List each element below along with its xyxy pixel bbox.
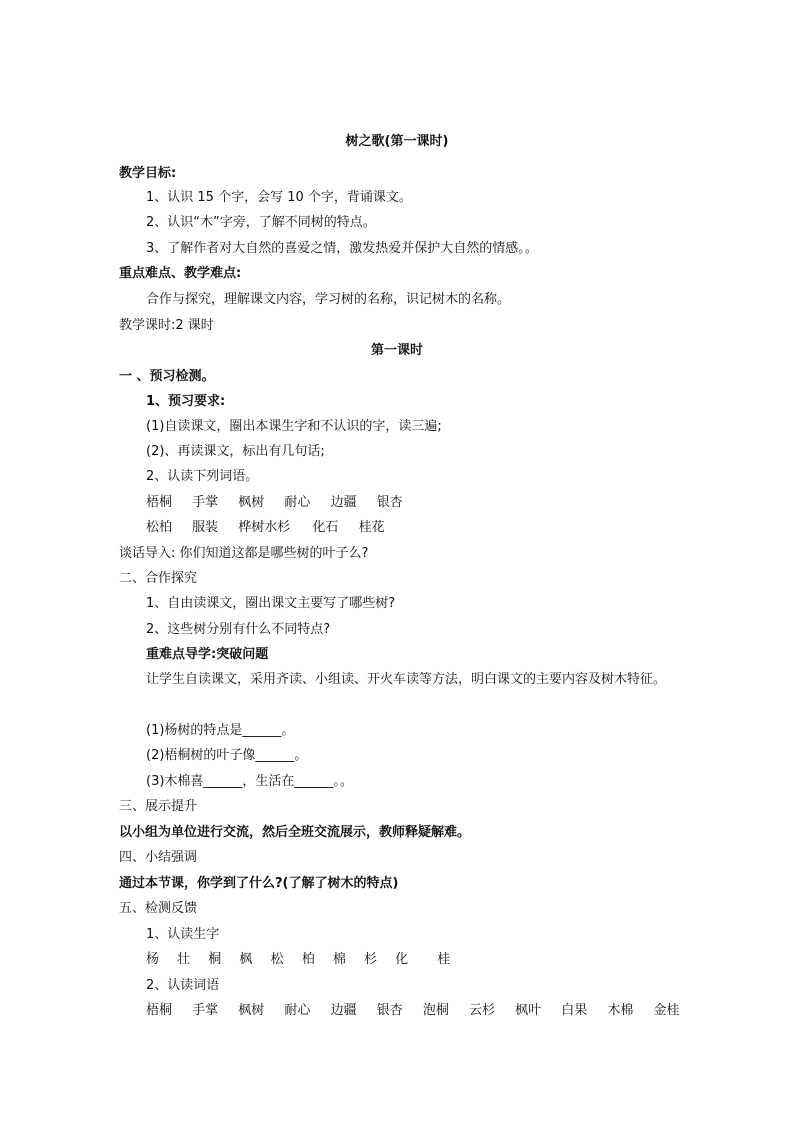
word: 枫树 — [238, 495, 265, 510]
section-5-sub1: 1、认读生字 — [146, 927, 220, 942]
word: 边疆 — [330, 495, 357, 510]
section-1-sub1: 1、预习要求: — [146, 394, 226, 409]
key-text: 合作与探究，理解课文内容，学习树的名称，识记树木的名称。 — [146, 292, 511, 307]
word: 枫叶 — [515, 1003, 542, 1018]
word: 桦树水杉 — [238, 520, 291, 535]
word: 服装 — [192, 520, 219, 535]
word: 白果 — [561, 1003, 588, 1018]
word-row-3 — [146, 1002, 696, 1020]
word: 化石 — [312, 520, 339, 535]
word: 泡桐 — [422, 1003, 449, 1018]
char: 枫 — [239, 952, 253, 967]
char: 化 — [395, 952, 409, 967]
char: 杉 — [363, 952, 377, 967]
question-item: 2、这些树分别有什么不同特点? — [146, 622, 331, 637]
word: 手掌 — [192, 1003, 219, 1018]
word: 梧桐 — [146, 1003, 173, 1018]
word-row-1 — [146, 494, 419, 512]
guide-paragraph: 让学生自读课文，采用齐读、小组读、开火车读等方法，明白课文的主要内容及树木特征。 — [146, 672, 667, 687]
word: 云杉 — [468, 1003, 495, 1018]
char: 柏 — [301, 952, 315, 967]
word: 金桂 — [653, 1003, 680, 1018]
char: 松 — [270, 952, 284, 967]
goal-item: 3、了解作者对大自然的喜爱之情，激发热爱并保护大自然的情感。。 — [146, 241, 538, 256]
char: 杨 — [146, 952, 160, 967]
word: 木棉 — [607, 1003, 634, 1018]
goal-item: 2、认识“木”字旁，了解不同树的特点。 — [146, 215, 376, 230]
requirement-item: (2)、再读课文，标出有几句话; — [146, 444, 325, 459]
section-5-heading: 五、检测反馈 — [119, 901, 198, 916]
word: 梧桐 — [146, 495, 173, 510]
word: 边疆 — [330, 1003, 357, 1018]
char-row — [146, 951, 464, 969]
char: 壮 — [177, 952, 191, 967]
word: 手掌 — [192, 495, 219, 510]
word: 银杏 — [376, 495, 403, 510]
intro-text: 谈话导入: 你们知道这都是哪些树的叶子么? — [119, 546, 369, 561]
key-heading: 重点难点、教学难点: — [119, 266, 242, 281]
word: 银杏 — [376, 1003, 403, 1018]
section-5-sub2: 2、认读词语 — [146, 978, 220, 993]
word: 枫树 — [238, 1003, 265, 1018]
fill-in-item: (1)杨树的特点是______。 — [146, 723, 295, 738]
lesson-title: 第一课时 — [370, 343, 423, 358]
section-3-heading: 三、展示提升 — [119, 799, 198, 814]
question-item: 1、自由读课文，圈出课文主要写了哪些树? — [146, 596, 396, 611]
section-1-heading: 一 、预习检测。 — [119, 369, 215, 384]
word: 松柏 — [146, 520, 173, 535]
section-2-heading: 二、合作探究 — [119, 571, 198, 586]
section-3-text: 以小组为单位进行交流，然后全班交流展示，教师释疑解难。 — [119, 825, 471, 840]
char: 桂 — [437, 952, 451, 967]
char: 棉 — [332, 952, 346, 967]
word: 桂花 — [358, 520, 385, 535]
section-4-text: 通过本节课，你学到了什么?(了解了树木的特点) — [119, 876, 399, 891]
goal-item: 1、认识 15 个字，会写 10 个字，背诵课文。 — [146, 190, 412, 205]
fill-in-item: (2)梧桐树的叶子像______。 — [146, 748, 308, 763]
goals-heading: 教学目标: — [119, 166, 177, 181]
fill-in-item: (3)木棉喜______，生活在______。。 — [146, 774, 353, 789]
word: 耐心 — [284, 1003, 311, 1018]
requirement-item: (1)自读课文，圈出本课生字和不认识的字，读三遍; — [146, 419, 442, 434]
section-4-heading: 四、小结强调 — [119, 850, 198, 865]
section-1-sub2: 2、认读下列词语。 — [146, 469, 259, 484]
word: 耐心 — [284, 495, 311, 510]
document-title: 树之歌(第一课时) — [345, 134, 449, 149]
char: 桐 — [208, 952, 222, 967]
guide-heading: 重难点导学:突破问题 — [146, 647, 269, 662]
word-row-2 — [146, 519, 401, 537]
lesson-hours: 教学课时:2 课时 — [119, 318, 214, 333]
